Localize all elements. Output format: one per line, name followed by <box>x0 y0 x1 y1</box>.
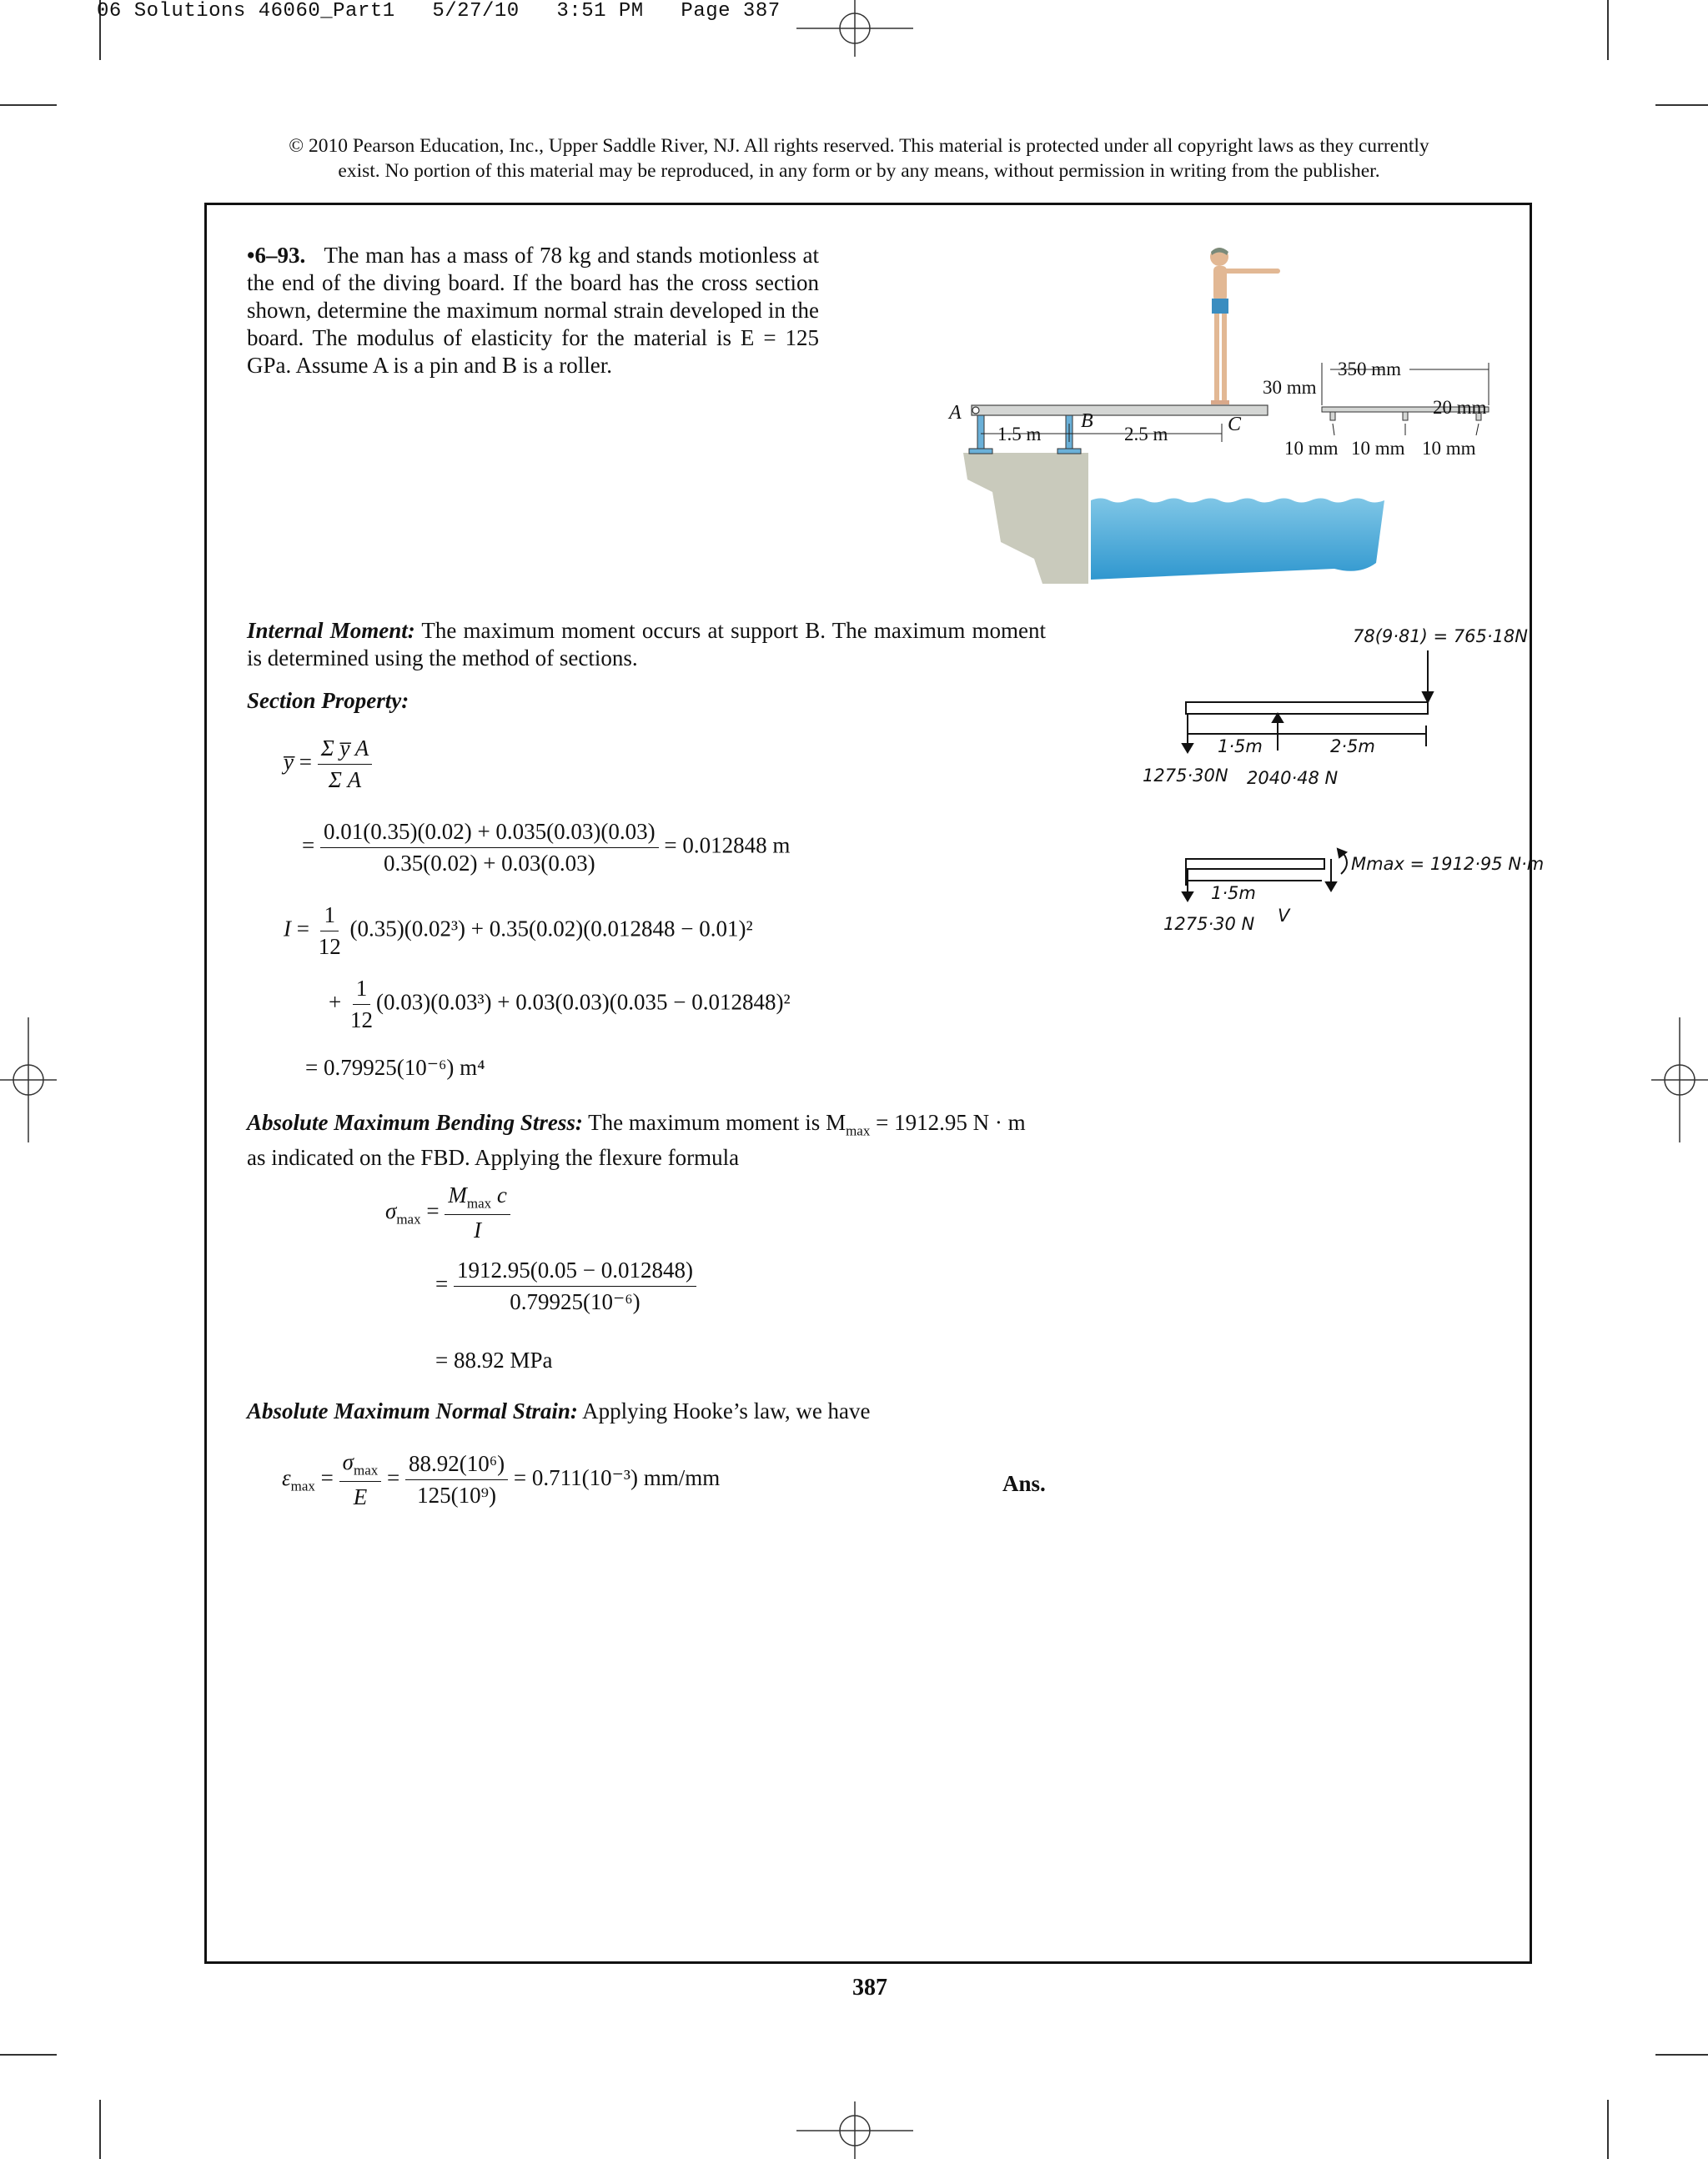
bending-text: as indicated on the FBD. Applying the flexure formula <box>247 1145 740 1171</box>
crop-mark <box>0 104 57 106</box>
fbd-reaction-b: 2040·48 N <box>1247 768 1339 788</box>
dim-web-2: 10 mm <box>1351 438 1405 459</box>
dim-height: 30 mm <box>1263 377 1317 398</box>
free-body-diagram <box>1134 617 1545 951</box>
ybar-equation: y̅ = $\frac{\text{Σ y̅ A}}{\text{Σ A}}$ <box>284 736 372 793</box>
page-number: 387 <box>852 1975 887 2001</box>
copyright-line-2: exist. No portion of this material may be reproduced, in any form or by any means, without permission in writing from the publisher. <box>338 160 1380 182</box>
label-a: A <box>949 402 962 424</box>
sigma-formula: $\sigma_{max}$ = $\frac{M_{max} c}{I}$ <box>385 1182 510 1243</box>
registration-mark-top <box>792 0 917 58</box>
dim-web-3: 10 mm <box>1422 438 1476 459</box>
registration-mark-left <box>0 1017 58 1142</box>
crop-mark <box>1655 2054 1708 2056</box>
label-b: B <box>1081 410 1093 432</box>
crop-mark <box>1655 104 1708 106</box>
bending-paragraph: Absolute Maximum Bending Stress: The maximum moment is $M_{max} = 1912.95$ N · m as indicated on the FBD. Applying the flexure formula <box>247 1110 1026 1171</box>
bending-heading: Absolute Maximum Bending Stress: <box>247 1110 583 1135</box>
fbd-reaction-a: 1275·30N <box>1143 766 1228 786</box>
fbd-section-span: 1·5m <box>1211 883 1256 903</box>
problem-number: •6–93. <box>247 243 306 268</box>
fbd-span-1: 1·5m <box>1218 736 1263 756</box>
fbd-moment: Mmax = 1912·95 N·m <box>1351 854 1545 874</box>
dim-flange: 20 mm <box>1433 397 1487 418</box>
strain-result: = 0.711(10⁻³) mm/mm <box>513 1464 721 1490</box>
crop-mark <box>1607 0 1609 60</box>
crop-mark <box>1607 2100 1609 2159</box>
internal-moment-paragraph <box>247 617 1046 672</box>
copyright-line-1: © 2010 Pearson Education, Inc., Upper Saddle River, NJ. All rights reserved. This material is protected under all copyright laws as they currently <box>289 135 1429 157</box>
label-c: C <box>1228 414 1242 435</box>
pin-a <box>972 407 979 414</box>
fbd-load: 78(9·81) = 765·18N <box>1353 626 1528 646</box>
section-property-heading: Section Property: <box>247 688 409 713</box>
problem-text: The man has a mass of 78 kg and stands motionless at the end of the diving board. If the board has the cross section shown, determine the maximum normal strain developed in the board. The modulus of elasticity for the material is E = 125 GPa. Assume A is a pin and B is a roller. <box>247 243 819 378</box>
ybar-substitution: = $\frac{0.01(0.35)(0.02) + 0.035(0.03)(0.03)}{0.35(0.02) + 0.03(0.03)}$ = 0.012848 m <box>302 819 791 876</box>
registration-mark-bottom <box>792 2101 917 2159</box>
crop-mark <box>0 2054 57 2056</box>
support-a-base <box>969 449 992 454</box>
sigma-result: = 88.92 MPa <box>435 1348 553 1373</box>
dim-web-1: 10 mm <box>1284 438 1339 459</box>
inertia-result: = 0.79925(10⁻⁶) m⁴ <box>305 1055 485 1080</box>
inertia-line-1: I = $\frac{1}{12}$ (0.35)(0.02³) + 0.35(0.02)(0.012848 − 0.01)² <box>284 902 753 959</box>
fbd-section-reaction: 1275·30 N <box>1163 914 1255 934</box>
diving-board-figure <box>942 242 1526 592</box>
strain-equation: $\varepsilon_{max}$ = $\frac{\sigma_{max}}{E}$ = $\frac{\text{88.92(10⁶)}}{\text{125(10⁹)}}$ = 0.711(10⁻³) mm/mm <box>282 1449 721 1510</box>
strain-heading: Absolute Maximum Normal Strain: <box>247 1398 578 1423</box>
copyright-notice <box>234 133 1484 183</box>
water <box>1091 499 1389 580</box>
sigma-substitution: = $\frac{1912.95(0.05 - 0.012848)}{\text{0.79925(10⁻⁶)}}$ <box>435 1258 696 1315</box>
problem-statement <box>247 242 819 379</box>
ground-block <box>963 453 1088 584</box>
ybar-result: = 0.012848 m <box>664 832 791 858</box>
internal-moment-heading: Internal Moment: <box>247 618 415 643</box>
print-header: 06 Solutions 46060_Part1 5/27/10 3:51 PM Page 387 <box>97 0 781 23</box>
fbd-span-2: 2·5m <box>1330 736 1375 756</box>
support-b-base <box>1057 449 1081 454</box>
dim-width: 350 mm <box>1338 359 1402 379</box>
crop-mark <box>99 2100 101 2159</box>
ybar-fraction: $\frac{\text{Σ y̅ A}}{\text{Σ A}}$ <box>318 736 373 793</box>
diving-board <box>972 405 1268 415</box>
strain-paragraph: Absolute Maximum Normal Strain: Applying Hooke’s law, we have <box>247 1398 871 1423</box>
registration-mark-right <box>1650 1017 1708 1142</box>
ybar-sub-fraction: $\frac{0.01(0.35)(0.02) + 0.035(0.03)(0.03)}{0.35(0.02) + 0.03(0.03)}$ <box>320 819 659 876</box>
dim-ab: 1.5 m <box>997 424 1042 444</box>
support-a <box>977 415 984 450</box>
dim-bc: 2.5 m <box>1124 424 1168 444</box>
inertia-line-2: + $\frac{1}{12}$ (0.03)(0.03³) + 0.03(0.03)(0.035 − 0.012848)² <box>329 976 791 1032</box>
answer-label: Ans. <box>1002 1471 1046 1496</box>
fbd-shear: V <box>1278 906 1290 926</box>
internal-moment-text: The maximum moment occurs at support B. The maximum moment is determined using the method of sections. <box>247 618 1046 670</box>
